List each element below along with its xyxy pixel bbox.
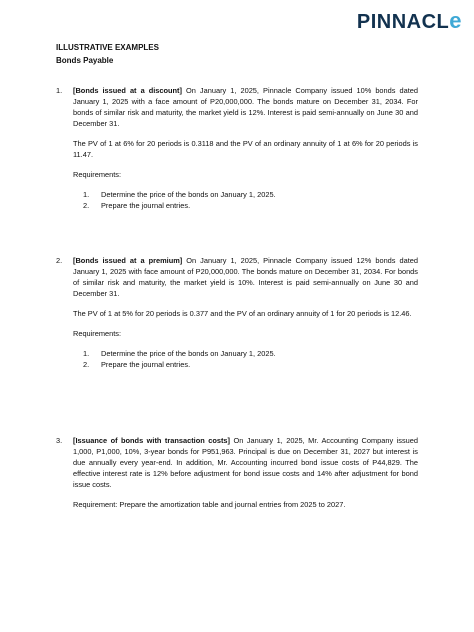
requirement-item: 1. Determine the price of the bonds on January 1, 2025. (83, 349, 276, 358)
example-item-1 (56, 85, 418, 211)
heading-subtitle: Bonds Payable (56, 56, 114, 65)
requirements-title: Requirements: (73, 329, 122, 338)
item-tag: [Bonds issued at a premium] (73, 256, 183, 265)
item-text: On January 1, 2025, Pinnacle Company issued 12% bonds dated January 1, 2025 with face amount of P20,000,000. The bonds mature on December 31, 2034. For bonds of similar risk and maturity, the market yield is 10%. Interest is paid semi-annually on June 30 and December 31. (73, 256, 418, 298)
item-pv-note: The PV of 1 at 6% for 20 periods is 0.3118 and the PV of an ordinary annuity of 1 at 6% for 20 periods is 11.47. (73, 139, 418, 159)
heading-title: ILLUSTRATIVE EXAMPLES (56, 43, 159, 52)
item-pv-note: The PV of 1 at 5% for 20 periods is 0.377 and the PV of an ordinary annuity of 1 for 20 periods is 12.46. (73, 309, 412, 318)
item-problem (73, 435, 418, 490)
requirements-list (73, 189, 418, 211)
item-number: 2. (56, 256, 63, 265)
item-problem (73, 85, 418, 129)
item-tag: [Issuance of bonds with transaction costs] (73, 436, 230, 445)
item-number: 1. (56, 86, 63, 95)
pinnacle-logo: PINNACLe (356, 8, 462, 33)
example-item-2 (56, 255, 418, 370)
item-requirement: Requirement: Prepare the amortization table and journal entries from 2025 to 2027. (73, 500, 346, 509)
requirements-title: Requirements: (73, 170, 122, 179)
document-heading (56, 41, 159, 67)
example-item-3 (56, 435, 418, 519)
requirement-item: 1. Determine the price of the bonds on January 1, 2025. (83, 190, 276, 199)
item-text: On January 1, 2025, Pinnacle Company issued 10% bonds dated January 1, 2025 with a face amount of P20,000,000. The bonds mature on December 31, 2034. For bonds of similar risk and maturity, the market yield is 12%. Interest is paid semi-annually on June 30 and December 31. (73, 86, 418, 128)
requirement-item: 2. Prepare the journal entries. (83, 201, 191, 210)
item-number: 3. (56, 436, 63, 445)
item-tag: [Bonds issued at a discount] (73, 86, 182, 95)
item-text: On January 1, 2025, Mr. Accounting Company issued 1,000, P1,000, 10%, 3-year bonds for P951,963. Principal is due on December 31, 2027 but interest is due annually every year-end. In addition, Mr. Accounting incurred bond issue costs of P44,829. The effective interest rate is 12% before adjustment for bond issue costs and 14% after adjustment for bond issue costs. (73, 436, 419, 489)
requirement-item: 2. Prepare the journal entries. (83, 360, 191, 369)
item-problem (73, 255, 418, 299)
requirements-list (73, 348, 418, 370)
